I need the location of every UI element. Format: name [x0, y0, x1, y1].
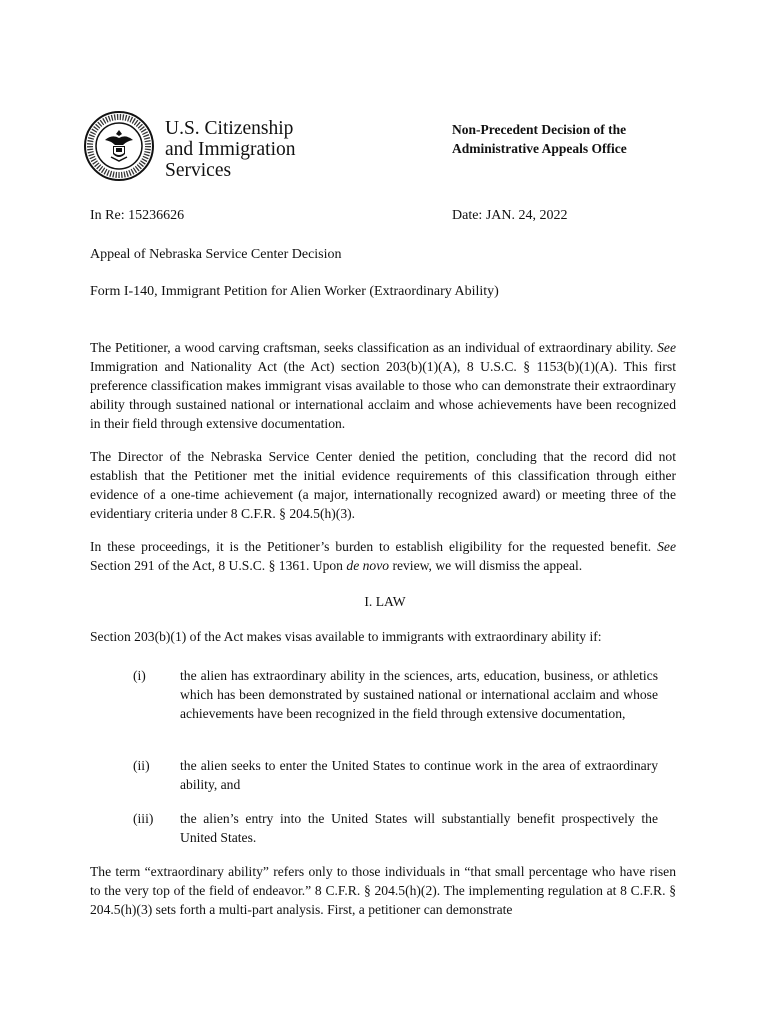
appeal-line: Appeal of Nebraska Service Center Decision [90, 247, 342, 262]
form-line: Form I-140, Immigrant Petition for Alien Worker (Extraordinary Ability) [90, 284, 499, 299]
agency-name [165, 118, 296, 181]
burden-see: See [657, 539, 676, 554]
agency-name-line-2: and Immigration [165, 139, 296, 160]
agency-name-line-1: U.S. Citizenship [165, 118, 294, 139]
intro-text-b: Immigration and Nationality Act (the Act) section 203(b)(1)(A), 8 U.S.C. § 1153(b)(1)(A). This first preference classification makes immigrant visas available to those who can demonstrate their extraordinary ability through sustained national or international acclaim and whose achievements have been recognized in their field through extensive documentation. [90, 359, 676, 431]
director-paragraph: The Director of the Nebraska Service Center denied the petition, concluding that the record did not establish that the Petitioner met the initial evidence requirements of this classification through either evidence of a one-time achievement (a major, internationally recognized award) or meeting three of the evidentiary criteria under 8 C.F.R. § 204.5(h)(3). [90, 449, 676, 521]
intro-paragraph [90, 338, 676, 433]
list-item-number: (iii) [133, 811, 154, 826]
definition-paragraph: The term “extraordinary ability” refers only to those individuals in “that small percentage who have risen to the very top of the field of endeavor.” 8 C.F.R. § 204.5(h)(2). The implementing regulation at 8 C.F.R. § 204.5(h)(3) sets forth a multi-part analysis. First, a petitioner can demonstrate [90, 864, 676, 917]
burden-text-a: In these proceedings, it is the Petitioner’s burden to establish eligibility for the requested benefit. [90, 539, 658, 554]
decision-heading [452, 120, 627, 158]
list-item-text: the alien seeks to enter the United States to continue work in the area of extraordinary ability, and [180, 758, 658, 792]
agency-name-line-3: Services [165, 160, 232, 181]
list-item-text: the alien has extraordinary ability in the sciences, arts, education, business, or athletics which has been demonstrated by sustained national or international acclaim and whose achievements have been recognized in the field through extensive documentation, [180, 668, 658, 721]
section-203-paragraph: Section 203(b)(1) of the Act makes visas available to immigrants with extraordinary ability if: [90, 629, 602, 644]
decision-heading-line-1: Non-Precedent Decision of the [452, 122, 627, 137]
intro-text-a: The Petitioner, a wood carving craftsman, seeks classification as an individual of extraordinary ability. [90, 340, 658, 355]
burden-de-novo: de novo [346, 558, 390, 573]
burden-text-b: Section 291 of the Act, 8 U.S.C. § 1361. Upon [90, 558, 347, 573]
intro-see: See [657, 340, 676, 355]
decision-heading-line-2: Administrative Appeals Office [452, 141, 627, 156]
list-item-text: the alien’s entry into the United States will substantially benefit prospectively the United States. [180, 811, 658, 845]
list-item-number: (ii) [133, 758, 150, 773]
decision-date: Date: JAN. 24, 2022 [452, 208, 568, 223]
in-re-number: In Re: 15236626 [90, 208, 185, 223]
dhs-seal-icon [83, 110, 155, 182]
list-item-number: (i) [133, 668, 146, 683]
burden-paragraph [90, 537, 676, 575]
burden-text-c: review, we will dismiss the appeal. [389, 558, 583, 573]
section-heading-law: I. LAW [364, 594, 406, 609]
